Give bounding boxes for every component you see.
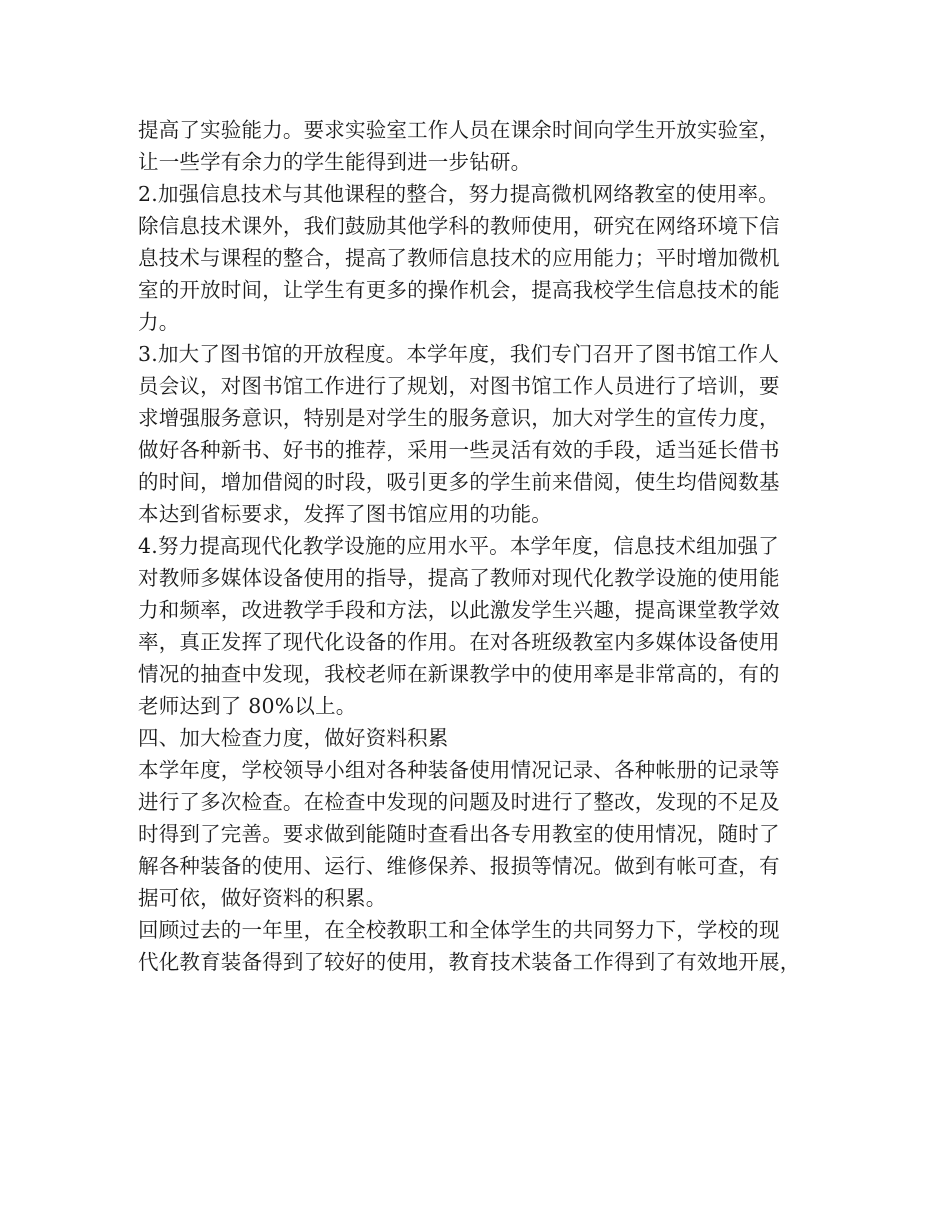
- text-line: 对教师多媒体设备使用的指导，提高了教师对现代化教学设施的使用能: [138, 566, 780, 590]
- text-line: 老师达到了 80%以上。: [138, 694, 357, 718]
- text-line: 员会议，对图书馆工作进行了规划，对图书馆工作人员进行了培训，要: [138, 374, 780, 398]
- text-line: 代化教育装备得到了较好的使用，教育技术装备工作得到了有效地开展，: [138, 950, 801, 974]
- text-line: 3.加大了图书馆的开放程度。本学年度，我们专门召开了图书馆工作人: [138, 342, 779, 366]
- text-line: 本学年度，学校领导小组对各种装备使用情况记录、各种帐册的记录等: [138, 758, 780, 782]
- text-line: 时得到了完善。要求做到能随时查看出各专用教室的使用情况，随时了: [138, 822, 780, 846]
- text-line: 回顾过去的一年里，在全校教职工和全体学生的共同努力下，学校的现: [138, 918, 780, 942]
- text-line: 力。: [138, 310, 180, 334]
- text-line: 情况的抽查中发现，我校老师在新课教学中的使用率是非常高的，有的: [138, 662, 780, 686]
- text-line: 做好各种新书、好书的推荐，采用一些灵活有效的手段，适当延长借书: [138, 438, 780, 462]
- text-line: 室的开放时间，让学生有更多的操作机会，提高我校学生信息技术的能: [138, 278, 780, 302]
- text-line: 求增强服务意识，特别是对学生的服务意识，加大对学生的宣传力度，: [138, 406, 780, 430]
- text-line: 进行了多次检查。在检查中发现的问题及时进行了整改，发现的不足及: [138, 790, 780, 814]
- text-line: 提高了实验能力。要求实验室工作人员在课余时间向学生开放实验室，: [138, 118, 780, 142]
- text-line: 力和频率，改进教学手段和方法，以此激发学生兴趣，提高课堂教学效: [138, 598, 780, 622]
- text-line: 4.努力提高现代化教学设施的应用水平。本学年度，信息技术组加强了: [138, 534, 779, 558]
- text-line: 据可依，做好资料的积累。: [138, 886, 387, 910]
- text-line: 除信息技术课外，我们鼓励其他学科的教师使用，研究在网络环境下信: [138, 214, 780, 238]
- text-line: 解各种装备的使用、运行、维修保养、报损等情况。做到有帐可查，有: [138, 854, 780, 878]
- text-line: 的时间，增加借阅的时段，吸引更多的学生前来借阅，使生均借阅数基: [138, 470, 780, 494]
- text-line: 息技术与课程的整合，提高了教师信息技术的应用能力；平时增加微机: [138, 246, 780, 270]
- text-line: 率，真正发挥了现代化设备的作用。在对各班级教室内多媒体设备使用: [138, 630, 780, 654]
- text-line: 本达到省标要求，发挥了图书馆应用的功能。: [138, 502, 552, 526]
- body-text: [138, 114, 828, 978]
- section-heading: 四、加大检查力度，做好资料积累: [138, 726, 449, 750]
- text-line: 2.加强信息技术与其他课程的整合，努力提高微机网络教室的使用率。: [138, 182, 779, 206]
- text-line: 让一些学有余力的学生能得到进一步钻研。: [138, 150, 532, 174]
